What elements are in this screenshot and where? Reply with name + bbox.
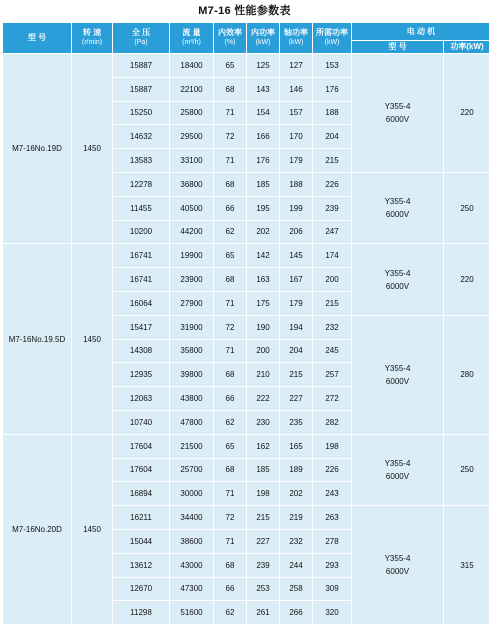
inner-power-cell: 222 — [247, 387, 279, 410]
motor-voltage-text: 6000V — [385, 210, 410, 220]
inner-power-cell: 142 — [247, 244, 279, 267]
efficiency-cell: 65 — [214, 435, 246, 458]
shaft-power-cell: 235 — [280, 411, 312, 434]
inner-power-cell: 253 — [247, 578, 279, 601]
flow-cell: 38600 — [170, 530, 213, 553]
shaft-power-cell: 199 — [280, 197, 312, 220]
inner-power-cell: 198 — [247, 482, 279, 505]
flow-cell: 21500 — [170, 435, 213, 458]
pressure-cell: 11455 — [113, 197, 169, 220]
pressure-cell: 10200 — [113, 221, 169, 244]
required-power-cell: 176 — [313, 78, 351, 101]
efficiency-cell: 71 — [214, 149, 246, 172]
flow-cell: 25800 — [170, 102, 213, 125]
efficiency-cell: 72 — [214, 125, 246, 148]
efficiency-cell: 65 — [214, 244, 246, 267]
shaft-power-cell: 219 — [280, 506, 312, 529]
required-power-cell: 247 — [313, 221, 351, 244]
flow-cell: 47800 — [170, 411, 213, 434]
pressure-cell: 16894 — [113, 482, 169, 505]
pressure-cell: 17604 — [113, 435, 169, 458]
shaft-power-cell: 244 — [280, 554, 312, 577]
header-flow: 流 量 (m³/h) — [170, 23, 213, 53]
flow-cell: 30000 — [170, 482, 213, 505]
flow-cell: 44200 — [170, 221, 213, 244]
required-power-cell: 226 — [313, 173, 351, 196]
pressure-cell: 15887 — [113, 54, 169, 77]
inner-power-cell: 200 — [247, 340, 279, 363]
shaft-power-cell: 232 — [280, 530, 312, 553]
efficiency-cell: 62 — [214, 601, 246, 624]
header-required-power: 所需功率 (kW) — [313, 23, 351, 53]
performance-table — [2, 22, 489, 625]
header-motor-model: 型 号 — [352, 41, 443, 53]
shaft-power-cell: 167 — [280, 268, 312, 291]
shaft-power-cell: 179 — [280, 292, 312, 315]
shaft-power-cell: 157 — [280, 102, 312, 125]
motor-model-text: Y355-4 — [384, 363, 411, 373]
pressure-cell: 16211 — [113, 506, 169, 529]
motor-model-cell — [352, 54, 443, 172]
inner-power-cell: 175 — [247, 292, 279, 315]
required-power-cell: 239 — [313, 197, 351, 220]
motor-voltage-text: 6000V — [385, 376, 410, 386]
pressure-cell: 12935 — [113, 363, 169, 386]
inner-power-cell: 227 — [247, 530, 279, 553]
required-power-cell: 215 — [313, 149, 351, 172]
shaft-power-cell: 202 — [280, 482, 312, 505]
required-power-cell: 153 — [313, 54, 351, 77]
pressure-cell: 12063 — [113, 387, 169, 410]
header-motor: 电 动 机 — [352, 23, 489, 40]
shaft-power-cell: 165 — [280, 435, 312, 458]
required-power-cell: 204 — [313, 125, 351, 148]
flow-cell: 18400 — [170, 54, 213, 77]
fan-model-cell: M7-16No.20D — [3, 435, 71, 624]
required-power-cell: 232 — [313, 316, 351, 339]
motor-power-cell: 315 — [444, 506, 489, 624]
required-power-cell: 263 — [313, 506, 351, 529]
efficiency-cell: 71 — [214, 292, 246, 315]
speed-cell: 1450 — [72, 54, 112, 243]
header-speed: 转 速 (r/min) — [72, 23, 112, 53]
required-power-cell: 200 — [313, 268, 351, 291]
efficiency-cell: 62 — [214, 221, 246, 244]
required-power-cell: 309 — [313, 578, 351, 601]
motor-power-cell: 220 — [444, 244, 489, 314]
motor-model-text: Y355-4 — [384, 101, 411, 111]
table-body — [3, 54, 489, 624]
table-row — [3, 54, 489, 77]
required-power-cell: 188 — [313, 102, 351, 125]
flow-cell: 31900 — [170, 316, 213, 339]
fan-model-cell: M7-16No.19.5D — [3, 244, 71, 433]
inner-power-cell: 166 — [247, 125, 279, 148]
efficiency-cell: 71 — [214, 102, 246, 125]
efficiency-cell: 68 — [214, 268, 246, 291]
flow-cell: 36800 — [170, 173, 213, 196]
pressure-cell: 13612 — [113, 554, 169, 577]
motor-model-text: Y355-4 — [384, 268, 411, 278]
flow-cell: 23900 — [170, 268, 213, 291]
motor-model-text: Y355-4 — [384, 554, 411, 564]
flow-cell: 27900 — [170, 292, 213, 315]
efficiency-cell: 66 — [214, 197, 246, 220]
table-row — [3, 244, 489, 267]
pressure-cell: 16741 — [113, 244, 169, 267]
required-power-cell: 245 — [313, 340, 351, 363]
flow-cell: 47300 — [170, 578, 213, 601]
inner-power-cell: 185 — [247, 173, 279, 196]
inner-power-cell: 195 — [247, 197, 279, 220]
shaft-power-cell: 179 — [280, 149, 312, 172]
pressure-cell: 12278 — [113, 173, 169, 196]
efficiency-cell: 71 — [214, 530, 246, 553]
pressure-cell: 15417 — [113, 316, 169, 339]
pressure-cell: 14308 — [113, 340, 169, 363]
flow-cell: 51600 — [170, 601, 213, 624]
inner-power-cell: 185 — [247, 459, 279, 482]
table-row — [3, 435, 489, 458]
flow-cell: 22100 — [170, 78, 213, 101]
flow-cell: 33100 — [170, 149, 213, 172]
pressure-cell: 16741 — [113, 268, 169, 291]
inner-power-cell: 202 — [247, 221, 279, 244]
efficiency-cell: 66 — [214, 578, 246, 601]
shaft-power-cell: 188 — [280, 173, 312, 196]
pressure-cell: 12670 — [113, 578, 169, 601]
efficiency-cell: 68 — [214, 78, 246, 101]
inner-power-cell: 239 — [247, 554, 279, 577]
inner-power-cell: 210 — [247, 363, 279, 386]
inner-power-cell: 154 — [247, 102, 279, 125]
shaft-power-cell: 145 — [280, 244, 312, 267]
shaft-power-cell: 146 — [280, 78, 312, 101]
flow-cell: 19900 — [170, 244, 213, 267]
efficiency-cell: 72 — [214, 506, 246, 529]
flow-cell: 39800 — [170, 363, 213, 386]
shaft-power-cell: 127 — [280, 54, 312, 77]
inner-power-cell: 230 — [247, 411, 279, 434]
flow-cell: 29500 — [170, 125, 213, 148]
required-power-cell: 282 — [313, 411, 351, 434]
shaft-power-cell: 215 — [280, 363, 312, 386]
motor-model-text: Y355-4 — [384, 458, 411, 468]
required-power-cell: 257 — [313, 363, 351, 386]
fan-model-cell: M7-16No.19D — [3, 54, 71, 243]
required-power-cell: 174 — [313, 244, 351, 267]
pressure-cell: 16064 — [113, 292, 169, 315]
flow-cell: 43800 — [170, 387, 213, 410]
inner-power-cell: 215 — [247, 506, 279, 529]
required-power-cell: 243 — [313, 482, 351, 505]
inner-power-cell: 163 — [247, 268, 279, 291]
inner-power-cell: 162 — [247, 435, 279, 458]
header-pressure: 全 压 (Pa) — [113, 23, 169, 53]
required-power-cell: 320 — [313, 601, 351, 624]
motor-voltage-text: 6000V — [385, 114, 410, 124]
efficiency-cell: 68 — [214, 173, 246, 196]
required-power-cell: 293 — [313, 554, 351, 577]
pressure-cell: 15887 — [113, 78, 169, 101]
efficiency-cell: 66 — [214, 387, 246, 410]
motor-model-cell — [352, 435, 443, 505]
efficiency-cell: 72 — [214, 316, 246, 339]
flow-cell: 43000 — [170, 554, 213, 577]
speed-cell: 1450 — [72, 244, 112, 433]
shaft-power-cell: 227 — [280, 387, 312, 410]
flow-cell: 34400 — [170, 506, 213, 529]
flow-cell: 35800 — [170, 340, 213, 363]
shaft-power-cell: 189 — [280, 459, 312, 482]
inner-power-cell: 176 — [247, 149, 279, 172]
motor-power-cell: 220 — [444, 54, 489, 172]
pressure-cell: 15250 — [113, 102, 169, 125]
shaft-power-cell: 258 — [280, 578, 312, 601]
header-inner-power: 内功率 (kW) — [247, 23, 279, 53]
efficiency-cell: 68 — [214, 554, 246, 577]
header-shaft-power: 轴功率 (kW) — [280, 23, 312, 53]
motor-model-cell — [352, 506, 443, 624]
required-power-cell: 215 — [313, 292, 351, 315]
required-power-cell: 272 — [313, 387, 351, 410]
required-power-cell: 198 — [313, 435, 351, 458]
pressure-cell: 11298 — [113, 601, 169, 624]
speed-cell: 1450 — [72, 435, 112, 624]
pressure-cell: 14632 — [113, 125, 169, 148]
inner-power-cell: 143 — [247, 78, 279, 101]
motor-power-cell: 250 — [444, 173, 489, 243]
motor-model-cell — [352, 316, 443, 434]
flow-cell: 25700 — [170, 459, 213, 482]
pressure-cell: 13583 — [113, 149, 169, 172]
inner-power-cell: 261 — [247, 601, 279, 624]
header-model: 型 号 — [3, 23, 71, 53]
efficiency-cell: 68 — [214, 459, 246, 482]
inner-power-cell: 125 — [247, 54, 279, 77]
required-power-cell: 278 — [313, 530, 351, 553]
pressure-cell: 17604 — [113, 459, 169, 482]
motor-model-cell — [352, 173, 443, 243]
efficiency-cell: 65 — [214, 54, 246, 77]
inner-power-cell: 190 — [247, 316, 279, 339]
motor-model-cell — [352, 244, 443, 314]
shaft-power-cell: 206 — [280, 221, 312, 244]
required-power-cell: 226 — [313, 459, 351, 482]
efficiency-cell: 68 — [214, 363, 246, 386]
header-efficiency: 内效率 (%) — [214, 23, 246, 53]
motor-voltage-text: 6000V — [385, 281, 410, 291]
shaft-power-cell: 194 — [280, 316, 312, 339]
pressure-cell: 15044 — [113, 530, 169, 553]
shaft-power-cell: 204 — [280, 340, 312, 363]
motor-power-cell: 250 — [444, 435, 489, 505]
efficiency-cell: 62 — [214, 411, 246, 434]
header-motor-power: 功率(kW) — [444, 41, 489, 53]
pressure-cell: 10740 — [113, 411, 169, 434]
motor-voltage-text: 6000V — [385, 471, 410, 481]
shaft-power-cell: 266 — [280, 601, 312, 624]
motor-voltage-text: 6000V — [385, 567, 410, 577]
efficiency-cell: 71 — [214, 482, 246, 505]
flow-cell: 40500 — [170, 197, 213, 220]
page-title: M7-16 性能参数表 — [198, 5, 291, 17]
efficiency-cell: 71 — [214, 340, 246, 363]
shaft-power-cell: 170 — [280, 125, 312, 148]
motor-power-cell: 280 — [444, 316, 489, 434]
motor-model-text: Y355-4 — [384, 197, 411, 207]
